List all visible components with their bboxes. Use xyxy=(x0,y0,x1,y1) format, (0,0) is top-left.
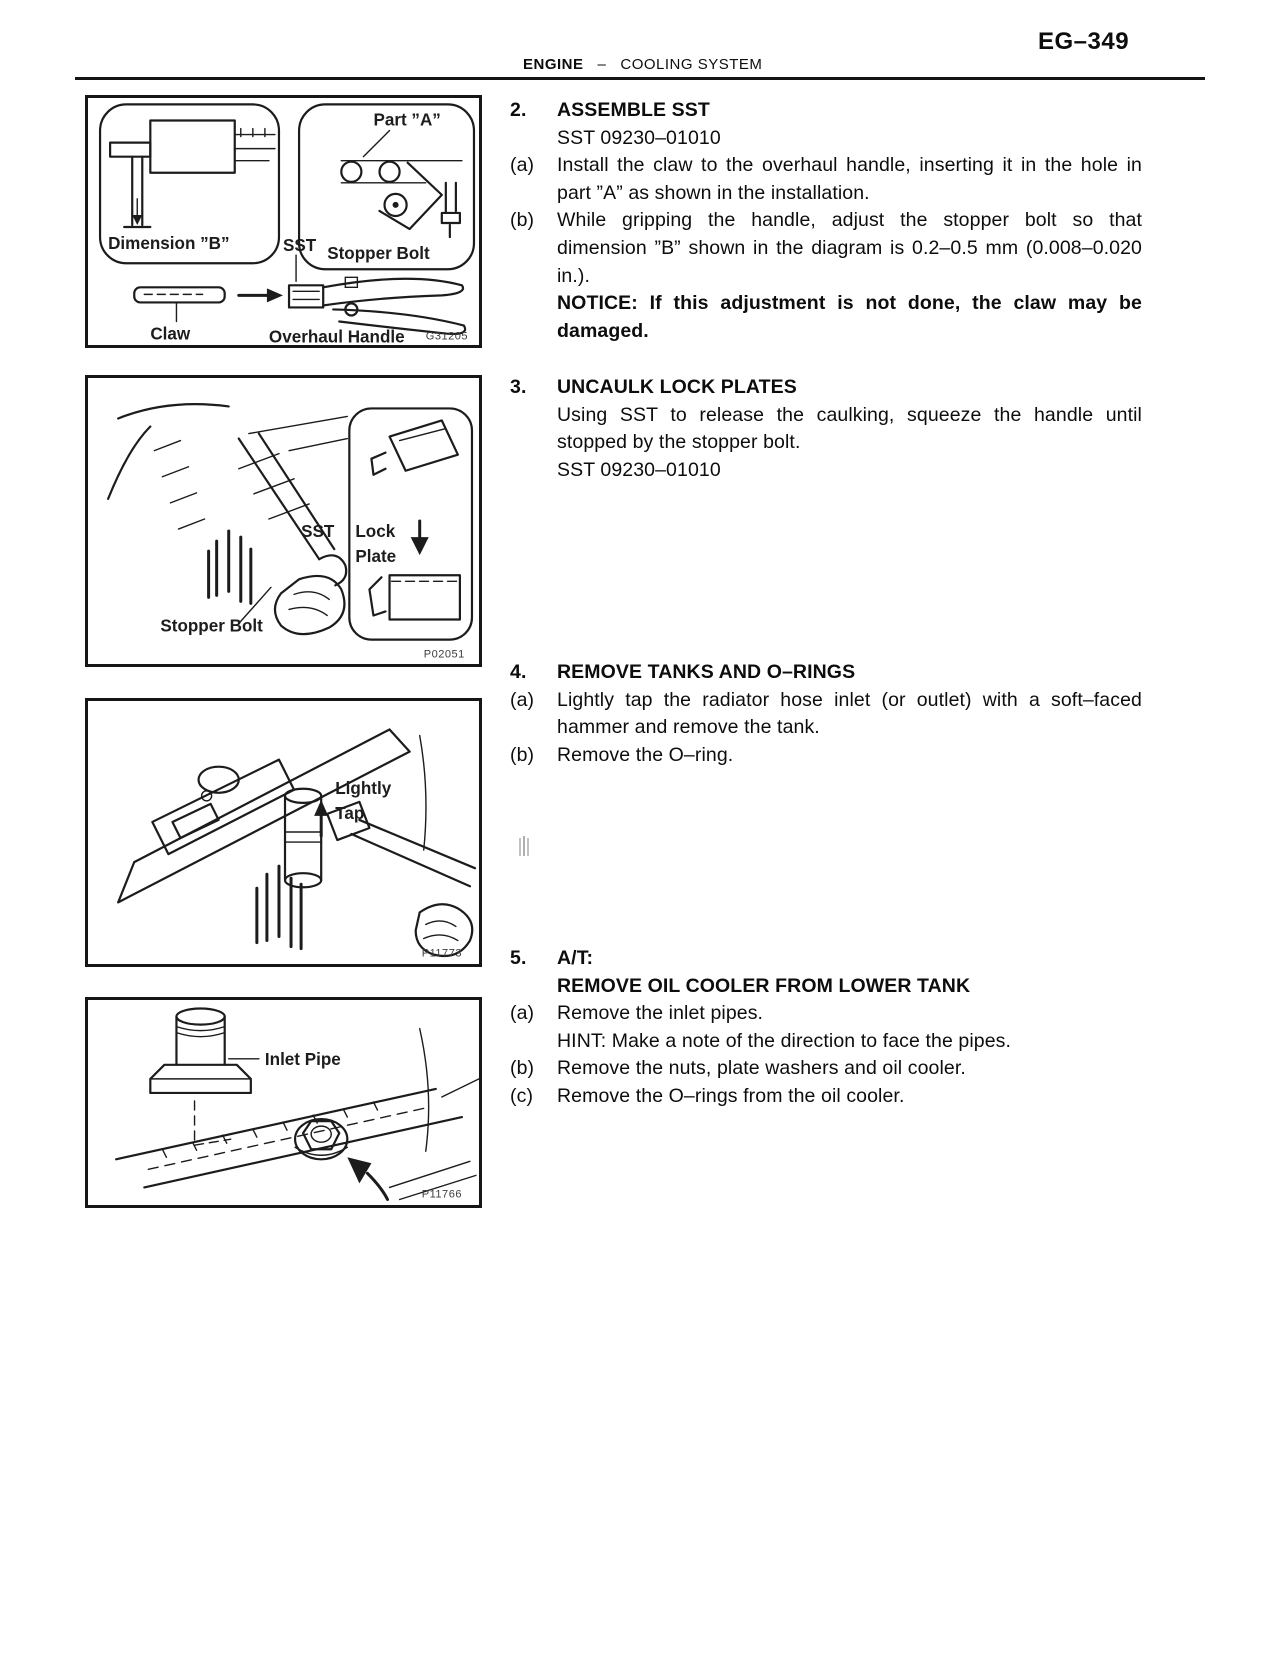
item-text: Remove the O–rings from the oil cooler. xyxy=(557,1084,905,1107)
indent-spacer xyxy=(510,125,557,153)
step-title-line2: REMOVE OIL COOLER FROM LOWER TANK xyxy=(557,974,971,997)
step-title: REMOVE TANKS AND O–RINGS xyxy=(557,661,856,683)
fig1-label-dimension-b: Dimension ”B” xyxy=(108,234,230,254)
fig1-label-sst: SST xyxy=(282,236,317,256)
fig4-code: P11766 xyxy=(421,1188,463,1201)
step-number: 5. xyxy=(510,947,527,969)
breadcrumb-subsection: COOLING SYSTEM xyxy=(620,56,763,73)
hint-text: HINT: Make a note of the direction to face the pipes. xyxy=(557,1029,1012,1052)
fig2-label-stopper-bolt: Stopper Bolt xyxy=(160,616,263,636)
sst-part-number: SST 09230–01010 xyxy=(557,126,721,149)
breadcrumb-separator: – xyxy=(597,56,607,73)
assemble-sst-drawing xyxy=(88,98,479,345)
item-label: (b) xyxy=(510,743,535,766)
fig1-label-claw: Claw xyxy=(150,324,191,344)
fig1-code: G31205 xyxy=(425,330,469,343)
fig4-label-inlet-pipe: Inlet Pipe xyxy=(264,1049,341,1069)
header-rule xyxy=(75,77,1205,80)
step-assemble-sst xyxy=(510,97,1142,345)
step-uncaulk-lock-plates xyxy=(510,374,1142,484)
step-title: ASSEMBLE SST xyxy=(557,99,710,121)
fig3-code: P11773 xyxy=(421,947,463,960)
item-label: (b) xyxy=(510,209,535,232)
figure-oil-cooler xyxy=(85,997,482,1208)
step-number: 2. xyxy=(510,99,527,121)
fig1-label-part-a: Part ”A” xyxy=(373,110,441,130)
item-label: (a) xyxy=(510,1002,535,1025)
fig2-code: P02051 xyxy=(423,648,465,661)
fig3-label-lightly: Lightly xyxy=(335,778,392,798)
fig2-label-lock: Lock xyxy=(355,522,396,542)
breadcrumb xyxy=(523,56,762,73)
uncaulk-drawing xyxy=(88,378,479,664)
figure-remove-tanks xyxy=(85,698,482,967)
step-number: 3. xyxy=(510,376,527,398)
breadcrumb-section: ENGINE xyxy=(523,56,584,73)
indent-spacer xyxy=(510,457,557,485)
fig1-label-overhaul-handle: Overhaul Handle xyxy=(268,327,405,345)
indent-spacer xyxy=(510,402,557,457)
step-title: A/T: xyxy=(557,947,594,969)
notice-text: NOTICE: If this adjustment is not done, the claw may be damaged. xyxy=(557,292,1142,342)
item-label: (b) xyxy=(510,1057,535,1080)
item-label: (a) xyxy=(510,688,535,711)
step-remove-tanks xyxy=(510,659,1142,769)
indent-spacer xyxy=(510,973,557,1001)
item-text: Remove the inlet pipes. xyxy=(557,1002,764,1025)
item-text: While gripping the handle, adjust the stopper bolt so that dimension ”B” shown in the diagram is 0.2–0.5 mm (0.008–0.020 in.). xyxy=(557,209,1142,287)
oil-cooler-drawing xyxy=(88,1000,479,1205)
step-remove-oil-cooler xyxy=(510,945,1142,1111)
item-text: Remove the nuts, plate washers and oil cooler. xyxy=(557,1057,966,1080)
item-label: (c) xyxy=(510,1084,534,1107)
fig2-label-plate: Plate xyxy=(355,547,397,567)
figure-assemble-sst xyxy=(85,95,482,348)
item-text: Remove the O–ring. xyxy=(557,743,734,766)
item-text: Using SST to release the caulking, squeeze the handle until stopped by the stopper bolt. xyxy=(557,403,1142,454)
fig3-label-tap: Tap xyxy=(335,803,365,823)
figure-uncaulk-lock-plates xyxy=(85,375,482,667)
sst-part-number: SST 09230–01010 xyxy=(557,458,721,481)
item-text: Install the claw to the overhaul handle, inserting it in the hole in part ”A” as shown in the installation. xyxy=(557,154,1142,204)
scan-artifact xyxy=(519,836,533,856)
step-number: 4. xyxy=(510,661,527,683)
page-number: EG–349 xyxy=(1038,28,1130,55)
indent-spacer xyxy=(510,1028,557,1056)
fig2-label-sst: SST xyxy=(301,522,335,542)
item-label: (a) xyxy=(510,154,535,177)
remove-tanks-drawing xyxy=(88,701,479,964)
fig1-label-stopper-bolt: Stopper Bolt xyxy=(327,244,430,264)
step-title: UNCAULK LOCK PLATES xyxy=(557,376,797,398)
item-text: Lightly tap the radiator hose inlet (or outlet) with a soft–faced hammer and remove the tank. xyxy=(557,688,1142,739)
indent-spacer xyxy=(510,290,557,345)
